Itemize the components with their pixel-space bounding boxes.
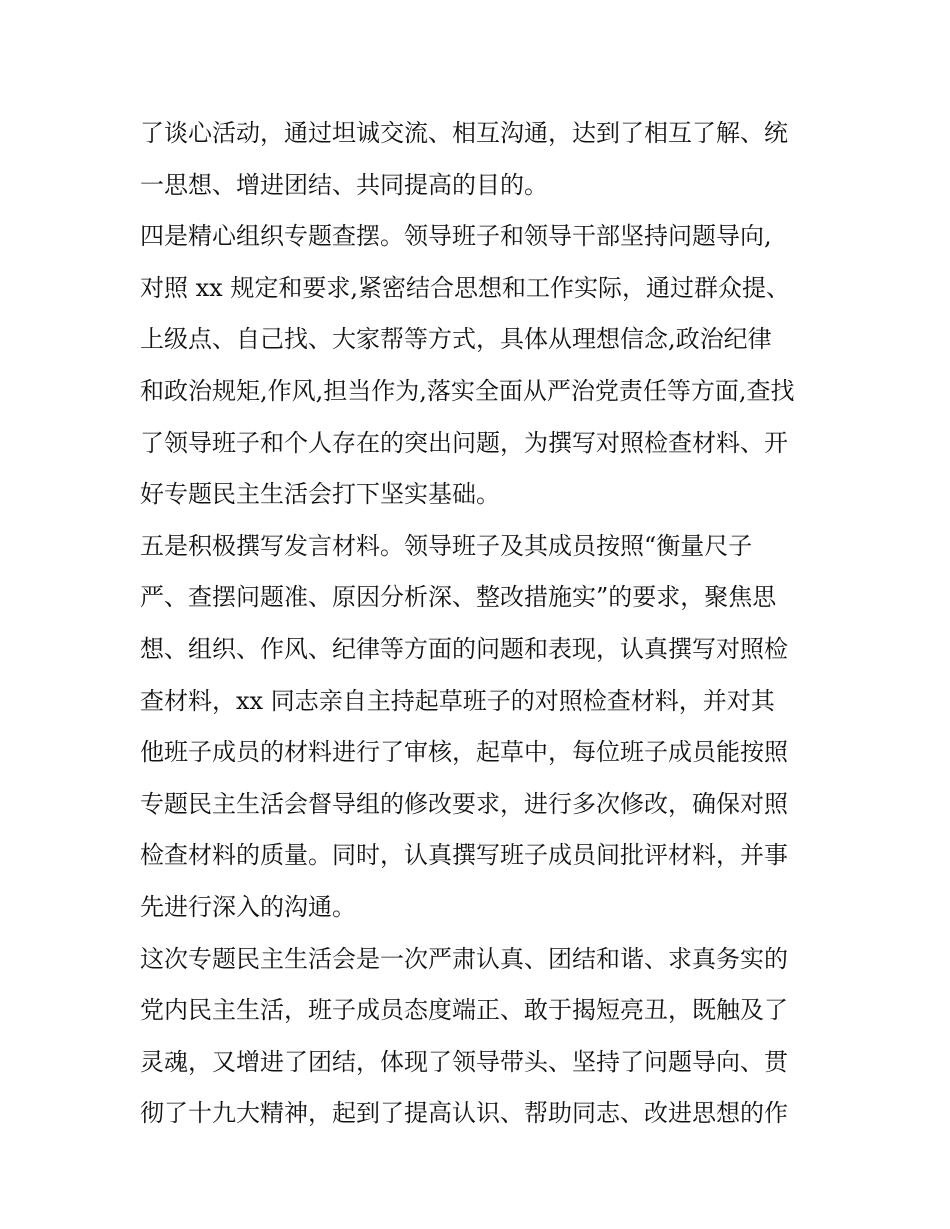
text-line: 五是积极撰写发言材料。领导班子及其成员按照“衡量尺子: [140, 531, 753, 560]
text-line: 检查材料的质量。同时，认真撰写班子成员间批评材料，并事: [140, 841, 788, 870]
text-line: 和政治规矩,作风,担当作为,落实全面从严治党责任等方面,查找: [140, 376, 795, 405]
text-line: 四是精心组织专题查摆。领导班子和领导干部坚持问题导向,: [140, 222, 772, 251]
text-line: 严、查摆问题准、原因分析深、整改措施实”的要求，聚焦思: [140, 583, 777, 612]
text-line: 想、组织、作风、纪律等方面的问题和表现，认真撰写对照检: [140, 634, 788, 663]
text-line: 了领导班子和个人存在的突出问题，为撰写对照检查材料、开: [140, 428, 788, 457]
text-line: 他班子成员的材料进行了审核，起草中，每位班子成员能按照: [140, 738, 788, 767]
text-line: 好专题民主生活会打下坚实基础。: [140, 480, 500, 509]
text-line: 这次专题民主生活会是一次严肃认真、团结和谐、求真务实的: [140, 944, 788, 973]
text-line: 查材料，xx 同志亲自主持起草班子的对照检查材料，并对其: [140, 686, 775, 715]
text-line: 对照 xx 规定和要求,紧密结合思想和工作实际，通过群众提、: [140, 273, 790, 302]
text-line: 专题民主生活会督导组的修改要求，进行多次修改，确保对照: [140, 789, 788, 818]
text-line: 党内民主生活，班子成员态度端正、敢于揭短亮丑，既触及了: [140, 996, 788, 1025]
text-line: 灵魂，又增进了团结，体现了领导带头、坚持了问题导向、贯: [140, 1047, 788, 1076]
document-body: [140, 108, 816, 1140]
text-line: 了谈心活动，通过坦诚交流、相互沟通，达到了相互了解、统: [140, 119, 788, 147]
text-line: 上级点、自己找、大家帮等方式，具体从理想信念,政治纪律: [140, 325, 772, 354]
text-line: 先进行深入的沟通。: [140, 892, 356, 921]
text-line: 彻了十九大精神，起到了提高认识、帮助同志、改进思想的作: [140, 1099, 788, 1128]
text-line: 一思想、增进团结、共同提高的目的。: [140, 170, 548, 199]
